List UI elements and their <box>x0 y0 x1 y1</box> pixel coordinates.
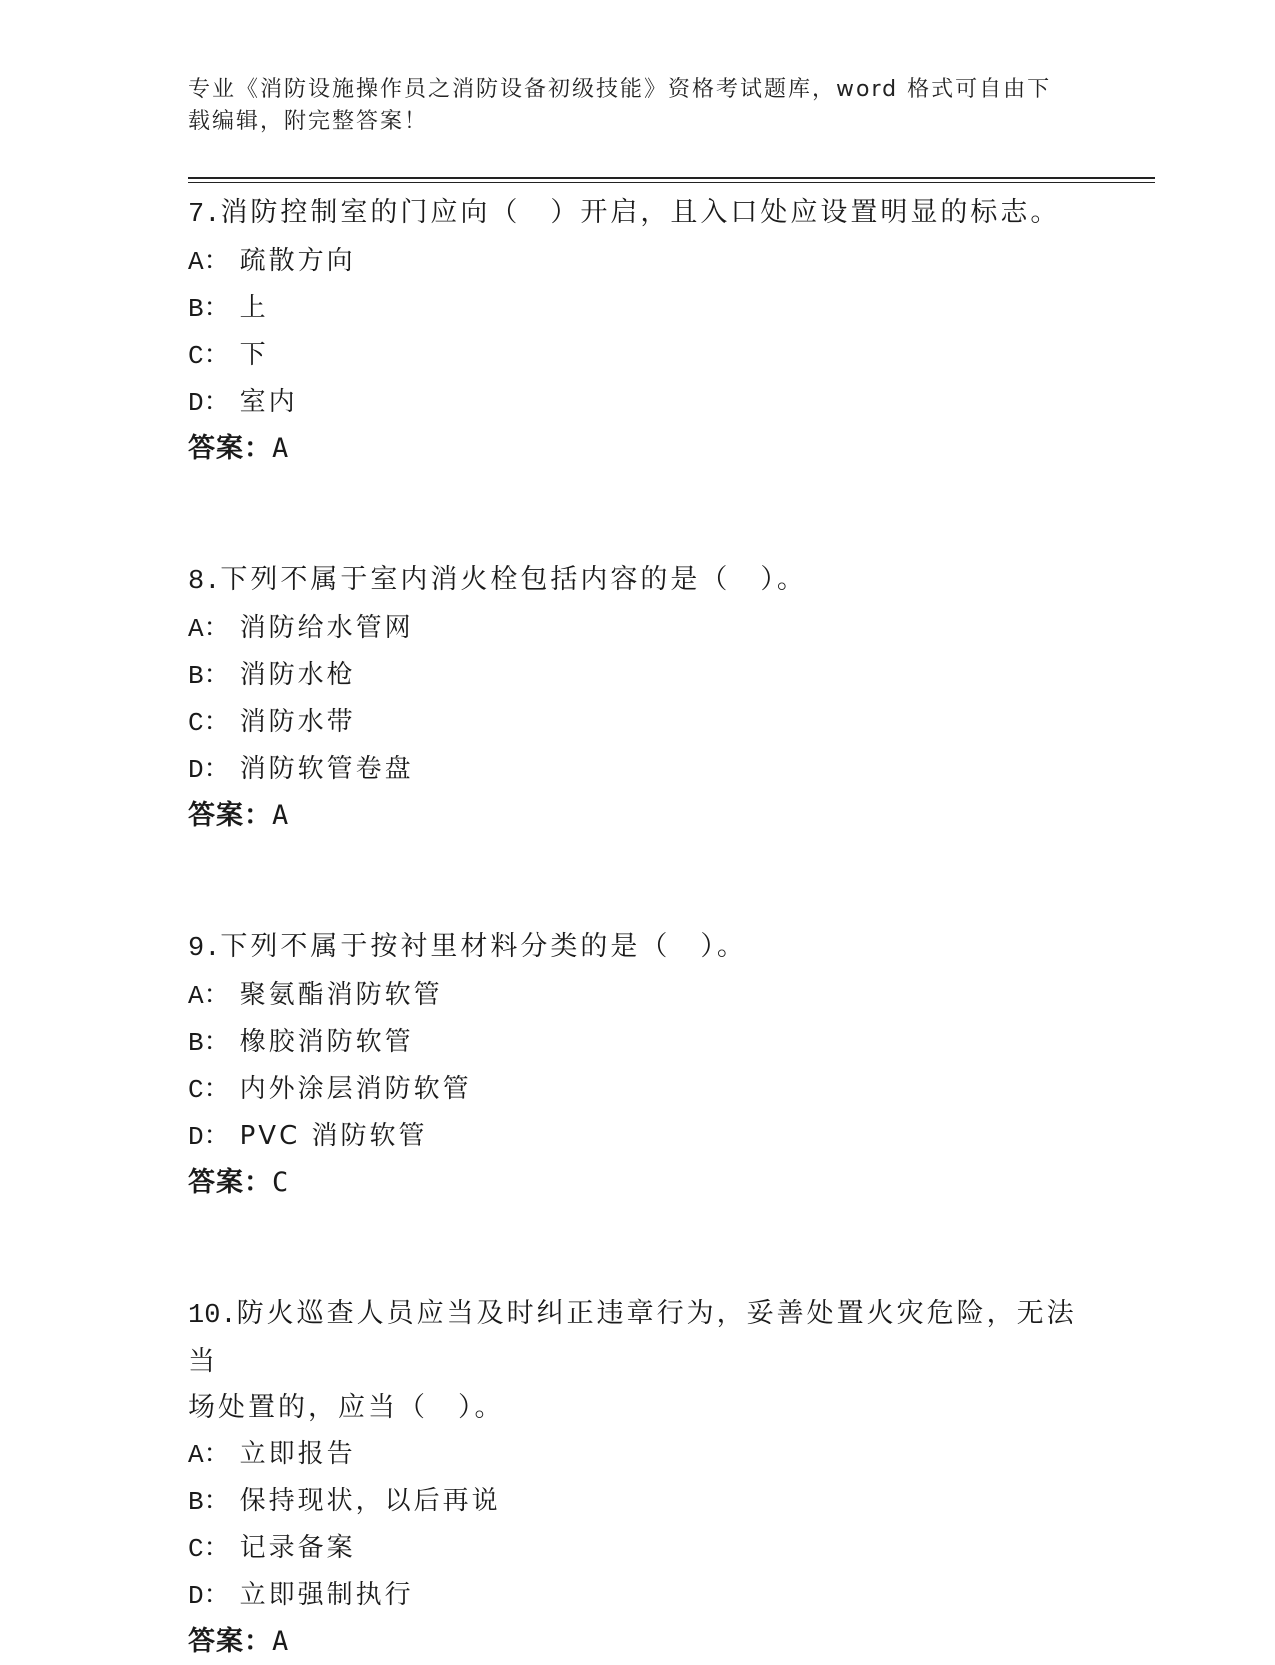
option-a <box>188 1431 1088 1478</box>
option-key: C： <box>188 341 230 371</box>
document-header <box>188 74 1088 138</box>
answer-value: A <box>272 1626 290 1657</box>
answer-line <box>188 793 1088 839</box>
option-c <box>188 1525 1088 1572</box>
option-d <box>188 379 1088 426</box>
question-9 <box>188 924 1088 1206</box>
spacer <box>188 472 1088 557</box>
answer-value: A <box>272 433 290 464</box>
option-d <box>188 1113 1088 1160</box>
question-8 <box>188 557 1088 839</box>
option-key: B： <box>188 661 230 691</box>
option-text: 下 <box>239 340 269 370</box>
option-key: C： <box>188 1534 230 1564</box>
question-stem <box>188 924 1088 972</box>
option-c <box>188 1066 1088 1113</box>
option-text: 消防水枪 <box>239 660 356 690</box>
option-c <box>188 699 1088 746</box>
option-d <box>188 746 1088 793</box>
option-key: B： <box>188 1028 230 1058</box>
answer-label: 答案： <box>188 1167 272 1198</box>
option-key: A： <box>188 981 230 1011</box>
header-divider-thin <box>188 182 1155 183</box>
question-stem <box>188 1291 1088 1385</box>
answer-line <box>188 426 1088 472</box>
option-a <box>188 972 1088 1019</box>
question-stem <box>188 190 1088 238</box>
answer-value: A <box>272 800 290 831</box>
option-key: D： <box>188 1581 230 1611</box>
answer-line <box>188 1160 1088 1206</box>
option-key: C： <box>188 708 230 738</box>
option-text: PVC 消防软管 <box>239 1121 428 1151</box>
question-text: 下列不属于室内消火栓包括内容的是（ ）。 <box>220 564 807 595</box>
question-number: 9. <box>188 934 221 964</box>
option-a <box>188 605 1088 652</box>
question-text: 防火巡查人员应当及时纠正违章行为，妥善处置火灾危险，无法当 <box>188 1298 1077 1377</box>
answer-label: 答案： <box>188 433 272 464</box>
option-a <box>188 238 1088 285</box>
answer-value: C <box>272 1167 290 1198</box>
option-text: 保持现状，以后再说 <box>239 1486 501 1516</box>
question-number: 7. <box>188 200 221 230</box>
option-key: D： <box>188 755 230 785</box>
option-b <box>188 1019 1088 1066</box>
option-text: 疏散方向 <box>239 246 356 276</box>
option-key: D： <box>188 1122 230 1152</box>
option-key: A： <box>188 247 230 277</box>
header-line-2: 载编辑，附完整答案！ <box>188 109 429 134</box>
option-key: A： <box>188 614 230 644</box>
option-key: B： <box>188 1487 230 1517</box>
option-text: 立即报告 <box>239 1439 356 1469</box>
spacer <box>188 839 1088 924</box>
question-stem <box>188 557 1088 605</box>
option-text: 消防软管卷盘 <box>239 754 414 784</box>
question-text: 下列不属于按衬里材料分类的是（ ）。 <box>220 931 747 962</box>
question-list <box>188 190 1088 1665</box>
option-text: 聚氨酯消防软管 <box>239 980 443 1010</box>
question-number: 10. <box>188 1301 237 1331</box>
option-key: D： <box>188 388 230 418</box>
option-text: 室内 <box>239 387 298 417</box>
option-key: B： <box>188 294 230 324</box>
option-key: C： <box>188 1075 230 1105</box>
option-text: 立即强制执行 <box>239 1580 414 1610</box>
option-text: 消防水带 <box>239 707 356 737</box>
option-d <box>188 1572 1088 1619</box>
option-key: A： <box>188 1440 230 1470</box>
option-text: 记录备案 <box>239 1533 356 1563</box>
option-b <box>188 1478 1088 1525</box>
option-c <box>188 332 1088 379</box>
option-b <box>188 652 1088 699</box>
option-text: 橡胶消防软管 <box>239 1027 414 1057</box>
question-stem-continued: 场处置的，应当（ ）。 <box>188 1392 505 1423</box>
answer-line <box>188 1619 1088 1665</box>
question-text: 消防控制室的门应向（ ）开启，且入口处应设置明显的标志。 <box>220 197 1061 228</box>
option-b <box>188 285 1088 332</box>
question-7 <box>188 190 1088 472</box>
option-text: 消防给水管网 <box>239 613 414 643</box>
header-line-1: 专业《消防设施操作员之消防设备初级技能》资格考试题库，word 格式可自由下 <box>188 77 1052 102</box>
question-number: 8. <box>188 567 221 597</box>
header-divider-thick <box>188 177 1155 179</box>
answer-label: 答案： <box>188 1626 272 1657</box>
option-text: 内外涂层消防软管 <box>239 1074 472 1104</box>
question-10 <box>188 1291 1088 1665</box>
answer-label: 答案： <box>188 800 272 831</box>
option-text: 上 <box>239 293 269 323</box>
spacer <box>188 1206 1088 1291</box>
